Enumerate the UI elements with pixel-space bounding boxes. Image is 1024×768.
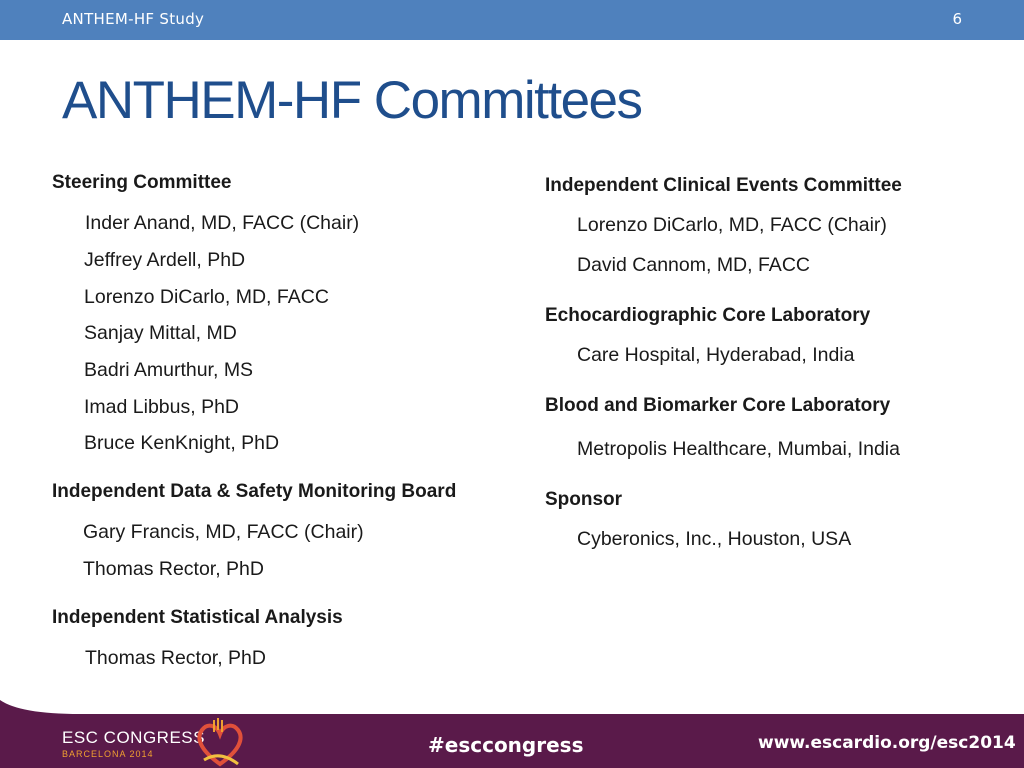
footer-bar bbox=[0, 700, 1024, 768]
clinical-events-member: Lorenzo DiCarlo, MD, FACC (Chair) bbox=[577, 214, 887, 236]
dsmb-heading: Independent Data & Safety Monitoring Board bbox=[52, 481, 457, 502]
study-name: ANTHEM-HF Study bbox=[62, 10, 205, 28]
congress-hashtag: #esccongress bbox=[428, 733, 584, 757]
clinical-events-heading: Independent Clinical Events Committee bbox=[545, 175, 902, 196]
sponsor-heading: Sponsor bbox=[545, 489, 623, 510]
steering-member: Sanjay Mittal, MD bbox=[84, 322, 237, 344]
echo-lab-heading: Echocardiographic Core Laboratory bbox=[545, 305, 871, 326]
steering-member: Jeffrey Ardell, PhD bbox=[84, 249, 246, 271]
congress-name: ESC CONGRESS bbox=[62, 728, 205, 747]
congress-location: BARCELONA 2014 bbox=[62, 749, 154, 759]
page-number: 6 bbox=[952, 10, 962, 28]
steering-member: Imad Libbus, PhD bbox=[84, 396, 240, 418]
steering-member: Inder Anand, MD, FACC (Chair) bbox=[85, 212, 360, 234]
biomarker-lab-heading: Blood and Biomarker Core Laboratory bbox=[545, 395, 891, 416]
header-bar bbox=[0, 0, 1024, 40]
steering-member: Lorenzo DiCarlo, MD, FACC bbox=[84, 286, 329, 308]
steering-member: Bruce KenKnight, PhD bbox=[84, 432, 280, 454]
clinical-events-member: David Cannom, MD, FACC bbox=[577, 254, 810, 276]
biomarker-lab-member: Metropolis Healthcare, Mumbai, India bbox=[577, 438, 900, 460]
echo-lab-member: Care Hospital, Hyderabad, India bbox=[577, 344, 855, 366]
footer-curve bbox=[0, 700, 1024, 730]
steering-committee-heading: Steering Committee bbox=[52, 172, 232, 193]
dsmb-member: Thomas Rector, PhD bbox=[83, 558, 264, 580]
esc-congress-logo bbox=[62, 728, 205, 759]
statistical-member: Thomas Rector, PhD bbox=[85, 647, 266, 669]
dsmb-member: Gary Francis, MD, FACC (Chair) bbox=[83, 521, 364, 543]
sponsor-member: Cyberonics, Inc., Houston, USA bbox=[577, 528, 852, 550]
congress-heart-logo-icon bbox=[190, 714, 250, 768]
statistical-analysis-heading: Independent Statistical Analysis bbox=[52, 607, 343, 628]
congress-website: www.escardio.org/esc2014 bbox=[758, 733, 1016, 753]
steering-member: Badri Amurthur, MS bbox=[84, 359, 254, 381]
page-title: ANTHEM-HF Committees bbox=[62, 71, 642, 130]
